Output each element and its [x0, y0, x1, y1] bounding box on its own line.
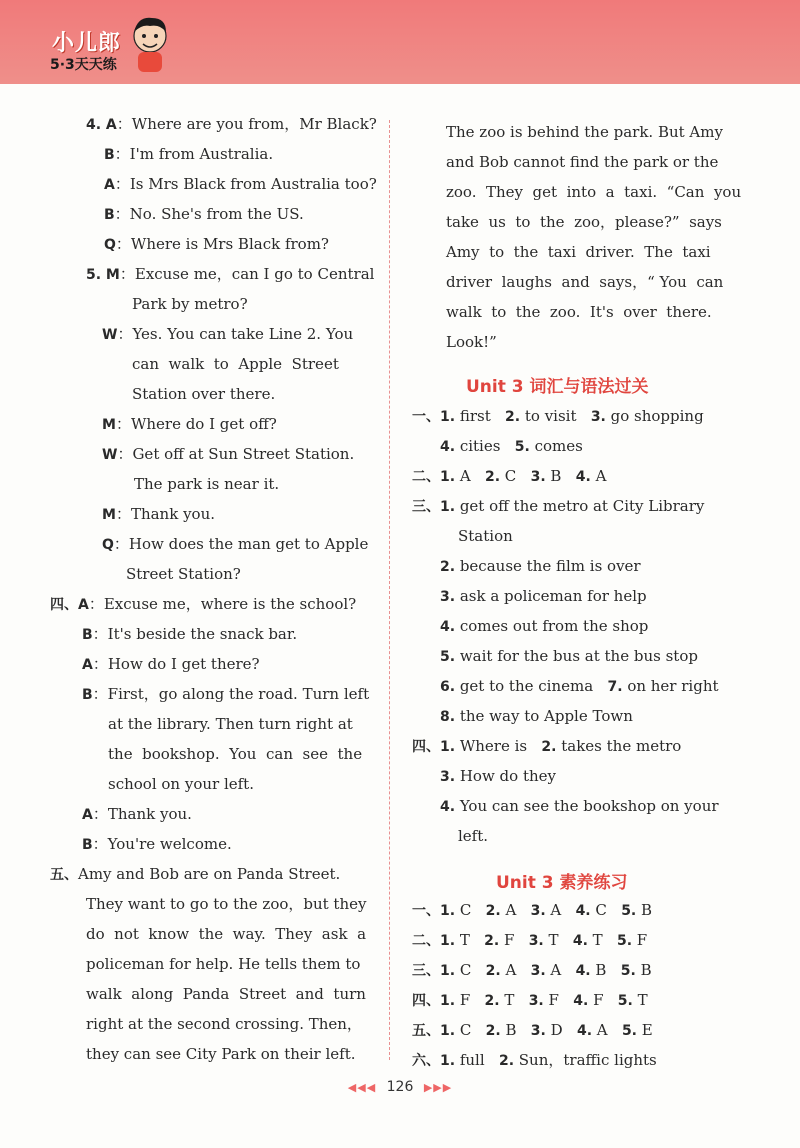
line-text: ：Where do I get off? — [115, 415, 277, 433]
line-text: The park is near it. — [134, 475, 280, 493]
line-text: B — [635, 961, 652, 979]
line-text: T — [499, 991, 529, 1009]
line-text: Amy to the taxi driver. The taxi — [446, 243, 711, 261]
item-label: 3. — [590, 409, 606, 425]
line-text: A — [455, 467, 485, 485]
text-line — [440, 556, 641, 577]
line-text: T — [632, 991, 648, 1009]
line-text: C — [590, 901, 622, 919]
line-text: ：I'm from Australia. — [114, 145, 274, 163]
text-line — [102, 444, 354, 465]
item-label: 5. — [621, 903, 637, 919]
item-label: Q — [102, 537, 114, 553]
line-text: A — [545, 901, 576, 919]
item-label: 4. — [573, 993, 589, 1009]
text-line — [86, 924, 366, 944]
line-text: T — [587, 931, 617, 949]
line-text: They want to go to the zoo，but they — [86, 895, 367, 913]
item-label: 8. — [440, 709, 456, 725]
item-label: A — [82, 807, 93, 823]
item-label: 5. — [621, 1023, 637, 1039]
section-title: Unit 3 素养练习 — [496, 873, 628, 893]
item-label: B — [82, 837, 93, 853]
line-text: ：How do I get there? — [92, 655, 260, 673]
item-label: 2. — [485, 1023, 501, 1039]
mascot-icon — [128, 14, 172, 74]
item-label: 3. — [528, 993, 544, 1009]
text-line — [104, 144, 273, 165]
line-text: school on your left. — [108, 775, 254, 793]
text-line — [82, 654, 260, 675]
line-text: comes — [529, 437, 583, 455]
line-text: can walk to Apple Street — [132, 355, 339, 373]
item-label: 3. — [530, 903, 546, 919]
text-line — [132, 354, 339, 374]
line-text: ：First，go along the road. Turn left — [92, 685, 370, 703]
line-text: they can see City Park on their left. — [86, 1045, 356, 1063]
item-label: 4. — [440, 619, 456, 635]
item-label: 5. — [514, 439, 530, 455]
line-text: C — [455, 901, 486, 919]
text-line — [440, 676, 719, 697]
line-text: T — [543, 931, 573, 949]
line-text: F — [543, 991, 574, 1009]
line-text: ：No. She's from the US. — [114, 205, 304, 223]
logo-title: 小儿郎 — [52, 31, 122, 56]
left-arrows-icon: ◀◀◀ — [347, 1081, 377, 1094]
item-label: 4. — [440, 799, 456, 815]
section-title: Unit 3 词汇与语法过关 — [466, 377, 649, 397]
line-text: ：Thank you. — [92, 805, 192, 823]
line-text: F — [455, 991, 485, 1009]
item-label: 四、A — [50, 597, 89, 613]
line-text: The zoo is behind the park. But Amy — [446, 123, 723, 141]
item-label: 4. — [440, 439, 456, 455]
line-text: cities — [455, 437, 515, 455]
line-text: the bookshop. You can see the — [108, 745, 363, 763]
item-label: M — [102, 507, 116, 523]
line-text: ：Excuse me，where is the school? — [88, 595, 357, 613]
line-text: Station — [458, 527, 513, 545]
item-label: 3. — [528, 933, 544, 949]
item-label: 3. — [440, 589, 456, 605]
line-text: wait for the bus at the bus stop — [455, 647, 698, 665]
item-label: 2. — [485, 963, 501, 979]
line-text: E — [637, 1021, 653, 1039]
line-text: because the film is over — [455, 557, 641, 575]
item-label: 3. — [530, 963, 546, 979]
item-label: 二、1. — [412, 469, 456, 485]
text-line — [440, 616, 648, 637]
item-label: 2. — [541, 739, 557, 755]
item-label: 4. — [576, 1023, 593, 1039]
item-label: 3. — [530, 469, 546, 485]
text-line — [458, 526, 513, 546]
item-label: 四、1. — [412, 739, 456, 755]
line-text: ：It's beside the snack bar. — [92, 625, 298, 643]
line-text: first — [455, 407, 506, 425]
text-line — [108, 744, 362, 764]
page-footer — [0, 1079, 800, 1095]
item-label: 4. — [572, 933, 588, 949]
text-line — [104, 204, 304, 225]
line-text: Where are you from，Mr Black? — [131, 115, 377, 133]
text-line — [412, 990, 648, 1011]
text-line — [440, 586, 647, 607]
text-line — [82, 684, 369, 705]
line-text: walk along Panda Street and turn — [86, 985, 366, 1003]
line-text: A — [545, 961, 576, 979]
text-line — [446, 152, 718, 172]
text-line — [104, 234, 329, 255]
text-line — [412, 466, 606, 487]
line-text: driver laughs and says，“ You can — [446, 273, 724, 291]
text-line — [412, 900, 652, 921]
text-line — [82, 624, 297, 645]
line-text: do not know the way. They ask a — [86, 925, 367, 943]
item-label: 3. — [530, 1023, 546, 1039]
text-line — [108, 714, 353, 734]
text-line — [102, 504, 215, 525]
line-text: D — [545, 1021, 577, 1039]
text-line — [134, 474, 279, 494]
text-line — [412, 960, 652, 981]
item-label: B — [82, 627, 93, 643]
item-label: 四、1. — [412, 993, 456, 1009]
line-text: F — [588, 991, 618, 1009]
text-line — [446, 272, 723, 292]
item-label: 5. — [617, 993, 633, 1009]
text-line — [126, 564, 241, 584]
text-line — [440, 436, 583, 457]
text-line — [102, 534, 368, 555]
page-header — [0, 0, 800, 84]
text-line — [446, 212, 722, 232]
line-text: go shopping — [605, 407, 704, 425]
line-text: full — [455, 1051, 499, 1069]
item-label: W — [102, 327, 118, 343]
line-text: policeman for help. He tells them to — [86, 955, 361, 973]
logo-subtitle: 5·3天天练 — [50, 57, 117, 73]
item-label: 4. A — [86, 117, 117, 133]
line-text: Look!” — [446, 333, 497, 351]
line-text: Sun，traffic lights — [514, 1051, 657, 1069]
line-text: take us to the zoo，please?” says — [446, 213, 722, 231]
line-text: get to the cinema — [455, 677, 608, 695]
item-label: 2. — [440, 559, 456, 575]
line-text: A — [500, 961, 531, 979]
item-label: 三、1. — [412, 499, 456, 515]
item-label: 7. — [607, 679, 623, 695]
item-label: M — [102, 417, 116, 433]
line-text: on her right — [622, 677, 719, 695]
right-arrows-icon: ▶▶▶ — [423, 1081, 453, 1094]
line-text: B — [545, 467, 576, 485]
item-label: B — [82, 687, 93, 703]
line-text: How do they — [455, 767, 556, 785]
line-text: T — [455, 931, 485, 949]
item-label: 4. — [575, 903, 591, 919]
line-text: B — [636, 901, 653, 919]
line-text: Street Station? — [126, 565, 241, 583]
line-text: left. — [458, 827, 489, 845]
line-text: B — [500, 1021, 531, 1039]
text-line — [412, 1050, 657, 1071]
line-text: ： — [116, 115, 132, 133]
line-text: right at the second crossing. Then， — [86, 1015, 362, 1033]
item-label: 三、1. — [412, 963, 456, 979]
text-line — [440, 706, 633, 727]
text-line — [86, 1014, 362, 1034]
text-line — [50, 594, 356, 615]
item-label: 六、1. — [412, 1053, 456, 1069]
text-line — [446, 122, 723, 142]
text-line — [132, 384, 275, 404]
line-text: ：Where is Mrs Black from? — [115, 235, 329, 253]
item-label: W — [102, 447, 118, 463]
line-text: and Bob cannot find the park or the — [446, 153, 719, 171]
item-label: 2. — [484, 993, 500, 1009]
item-label: 2. — [505, 409, 521, 425]
line-text: Park by metro? — [132, 295, 248, 313]
text-line — [458, 826, 488, 846]
line-text: F — [632, 931, 648, 949]
item-label: 2. — [484, 933, 500, 949]
line-text: ask a policeman for help — [455, 587, 647, 605]
item-label: 4. — [575, 963, 591, 979]
item-label: 4. — [575, 469, 591, 485]
line-text: ：Thank you. — [115, 505, 215, 523]
text-line — [412, 1020, 653, 1041]
line-text: get off the metro at City Library — [455, 497, 705, 515]
line-text: to visit — [520, 407, 591, 425]
text-line — [86, 114, 377, 135]
text-line — [102, 414, 277, 435]
item-label: 3. — [440, 769, 456, 785]
line-text: the way to Apple Town — [455, 707, 633, 725]
text-line — [440, 766, 556, 787]
item-label: 2. — [484, 469, 501, 485]
item-label: 一、1. — [412, 903, 456, 919]
item-label: Q — [104, 237, 116, 253]
line-text: B — [590, 961, 621, 979]
text-line — [86, 984, 366, 1004]
item-label: 5. — [616, 933, 633, 949]
text-line — [446, 242, 711, 262]
item-label: 五、 — [50, 867, 78, 883]
item-label: 2. — [498, 1053, 515, 1069]
text-line — [132, 294, 248, 314]
line-text: Where is — [455, 737, 542, 755]
text-line — [446, 302, 712, 322]
line-text: You can see the bookshop on your — [455, 797, 719, 815]
line-text: walk to the zoo. It's over there. — [446, 303, 712, 321]
line-text: A — [500, 901, 531, 919]
text-line — [412, 406, 704, 427]
text-line — [412, 930, 647, 951]
line-text: ：Get off at Sun Street Station. — [117, 445, 355, 463]
text-line — [82, 834, 232, 855]
item-label: 5. — [620, 963, 636, 979]
line-text: C — [455, 1021, 486, 1039]
item-label: A — [104, 177, 115, 193]
line-text: ：How does the man get to Apple — [113, 535, 369, 553]
text-line — [440, 646, 698, 667]
text-line — [86, 894, 366, 914]
text-line — [412, 496, 704, 517]
line-text: comes out from the shop — [455, 617, 649, 635]
line-text: Amy and Bob are on Panda Street. — [78, 865, 341, 883]
line-text: Station over there. — [132, 385, 276, 403]
page-number: 126 — [386, 1079, 414, 1095]
line-text: A — [592, 1021, 622, 1039]
item-label: B — [104, 207, 115, 223]
text-line — [446, 332, 497, 352]
line-text: ：Excuse me，can I go to Central — [119, 265, 375, 283]
line-text: zoo. They get into a taxi. “Can you — [446, 183, 742, 201]
column-divider — [389, 120, 390, 1060]
line-text: ：You're welcome. — [92, 835, 232, 853]
text-line — [86, 954, 360, 974]
text-line — [82, 804, 192, 825]
text-line — [86, 264, 374, 285]
text-line — [102, 324, 353, 345]
text-line — [108, 774, 254, 794]
line-text: at the library. Then turn right at — [108, 715, 353, 733]
text-line — [50, 864, 340, 885]
item-label: B — [104, 147, 115, 163]
text-line — [440, 796, 719, 817]
item-label: 6. — [440, 679, 456, 695]
text-line — [104, 174, 377, 195]
item-label: 五、1. — [412, 1023, 456, 1039]
item-label: 5. M — [86, 267, 120, 283]
item-label: 一、1. — [412, 409, 456, 425]
item-label: A — [82, 657, 93, 673]
text-line — [446, 182, 741, 202]
line-text: C — [500, 467, 531, 485]
text-line — [412, 736, 681, 757]
line-text: F — [499, 931, 529, 949]
line-text: takes the metro — [556, 737, 682, 755]
item-label: 5. — [440, 649, 456, 665]
item-label: 2. — [485, 903, 501, 919]
line-text: C — [455, 961, 486, 979]
item-label: 二、1. — [412, 933, 456, 949]
line-text: A — [590, 467, 607, 485]
text-line — [86, 1044, 356, 1064]
line-text: ：Yes. You can take Line 2. You — [117, 325, 354, 343]
line-text: ：Is Mrs Black from Australia too? — [114, 175, 377, 193]
